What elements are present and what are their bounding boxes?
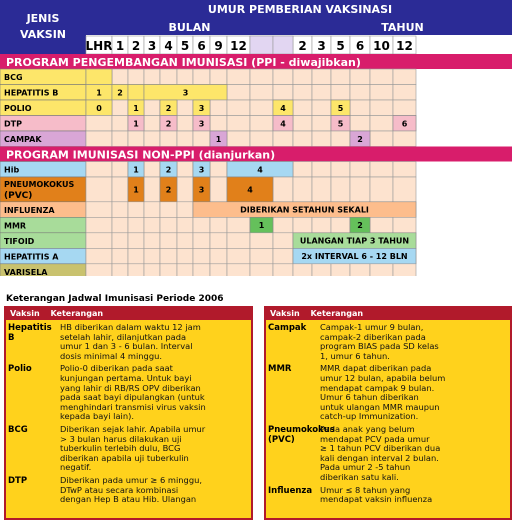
schedule-cell-label: 5 <box>337 103 344 113</box>
schedule-cell-label: ULANGAN TIAP 3 TAHUN <box>299 236 410 246</box>
empty-cell <box>128 202 144 218</box>
empty-cell <box>144 217 160 233</box>
age-label: 6 <box>197 39 206 53</box>
vaccine-name: DTP <box>4 119 22 129</box>
schedule-cell-label: 2 <box>165 185 172 195</box>
legend-vaccine-text: MMR dapat diberikan pada umur 12 bulan, apabila belum mendapat campak 9 bulan. Umur 6 tahun diberikan untuk ulangan MMR maupun catch-up Immunization. <box>320 363 446 422</box>
empty-cell <box>193 233 210 249</box>
empty-cell <box>393 85 416 101</box>
vaccine-name-sub: (PVC) <box>4 191 33 201</box>
empty-cell <box>393 177 416 202</box>
empty-cell <box>160 248 177 263</box>
empty-cell <box>273 248 293 263</box>
legend-vaccine-name: BCG <box>8 424 28 435</box>
empty-cell <box>210 100 227 116</box>
empty-cell <box>144 116 160 132</box>
empty-cell <box>86 177 112 202</box>
schedule-cell-label: 3 <box>198 185 205 195</box>
empty-cell <box>227 100 250 116</box>
empty-cell <box>393 131 416 147</box>
age-label: 5 <box>180 39 190 53</box>
empty-cell <box>86 116 112 132</box>
empty-cell <box>144 131 160 147</box>
age-label: 5 <box>336 39 345 53</box>
empty-cell <box>350 69 370 85</box>
empty-cell <box>193 217 210 233</box>
schedule-cell-label: 4 <box>280 103 286 113</box>
schedule-cell-label: 0 <box>96 103 102 113</box>
empty-cell <box>250 131 273 147</box>
schedule-cell-label: 2 <box>165 165 172 175</box>
empty-cell <box>331 131 350 147</box>
empty-cell <box>160 264 177 276</box>
vaccine-name: TIFOID <box>4 236 35 246</box>
empty-cell <box>86 162 112 178</box>
empty-cell <box>350 177 370 202</box>
empty-cell <box>370 69 393 85</box>
empty-cell <box>112 69 128 85</box>
age-label: 2 <box>131 39 141 53</box>
jenis-label: JENIS <box>26 12 60 25</box>
schedule-cell-label: 3 <box>198 165 205 175</box>
empty-cell <box>177 100 193 116</box>
empty-cell <box>312 69 331 85</box>
empty-cell <box>293 85 312 101</box>
vaccine-name: Hib <box>4 165 20 175</box>
empty-cell <box>293 69 312 85</box>
legend-entry <box>266 486 510 505</box>
empty-cell <box>112 100 128 116</box>
empty-cell <box>177 162 193 178</box>
schedule-cell-label: 1 <box>215 134 222 144</box>
age-label: 1 <box>115 39 125 53</box>
schedule-cell-label: 1 <box>133 103 139 113</box>
legend-vaccine-text: HB diberikan dalam waktu 12 jam setelah lahir, dilanjutkan pada umur 1 dan 3 - 6 bulan. Interval dosis minimal 4 minggu. <box>60 322 201 361</box>
schedule-cell-label: 5 <box>337 119 344 129</box>
empty-cell <box>331 217 350 233</box>
empty-cell <box>210 217 227 233</box>
legend-vaccine-name: Hepatitis B <box>8 323 52 343</box>
legend-vaccine-name: Influenza <box>268 485 313 496</box>
empty-cell <box>177 69 193 85</box>
empty-cell <box>370 85 393 101</box>
empty-cell <box>160 131 177 147</box>
empty-cell <box>293 116 312 132</box>
empty-cell <box>177 217 193 233</box>
empty-cell <box>250 264 273 276</box>
empty-cell <box>350 85 370 101</box>
empty-cell <box>177 264 193 276</box>
empty-cell <box>112 177 128 202</box>
legend-vaccine-text: Polio-0 diberikan pada saat kunjungan pertama. Untuk bayi yang lahir di RB/RS OPV diberikan pada saat bayi dipulangkan (untuk menghindari transmisi virus vaksin kepada bayi lain). <box>60 363 206 422</box>
empty-cell <box>312 177 331 202</box>
vaccine-name: HEPATITIS A <box>4 252 59 262</box>
empty-cell <box>350 264 370 276</box>
empty-cell <box>393 69 416 85</box>
empty-cell <box>160 233 177 249</box>
empty-cell <box>210 162 227 178</box>
schedule-cell <box>86 69 112 85</box>
empty-cell <box>210 177 227 202</box>
empty-cell <box>331 162 350 178</box>
empty-cell <box>160 202 177 218</box>
header-title: UMUR PEMBERIAN VAKSINASI <box>207 3 393 16</box>
legend-box-header <box>266 308 510 320</box>
empty-cell <box>112 248 128 263</box>
empty-cell <box>370 177 393 202</box>
empty-cell <box>350 100 370 116</box>
empty-cell <box>273 177 293 202</box>
empty-cell <box>370 264 393 276</box>
empty-cell <box>393 217 416 233</box>
empty-cell <box>370 100 393 116</box>
empty-cell <box>370 131 393 147</box>
empty-cell <box>128 131 144 147</box>
legend-col-vaksin: Vaksin <box>270 309 300 318</box>
age-cell-shaded <box>250 36 273 54</box>
schedule-cell <box>128 85 144 101</box>
empty-cell <box>370 116 393 132</box>
empty-cell <box>86 217 112 233</box>
legend-col-keterangan: Keterangan <box>50 309 104 318</box>
legend-left-entries <box>6 323 251 505</box>
empty-cell <box>312 162 331 178</box>
schedule-cell-label: 2 <box>357 134 363 144</box>
empty-cell <box>210 264 227 276</box>
schedule-cell-label: 4 <box>247 185 253 195</box>
legend-vaccine-name: Pneumokokus (PVC) <box>268 424 335 445</box>
empty-cell <box>227 217 250 233</box>
empty-cell <box>273 131 293 147</box>
empty-cell <box>210 248 227 263</box>
schedule-cell-label: 3 <box>182 88 189 98</box>
legend-vaccine-text: Campak-1 umur 9 bulan, campak-2 diberikan pada program BIAS pada SD kelas 1, umur 6 tahun. <box>320 322 439 361</box>
empty-cell <box>144 69 160 85</box>
empty-cell <box>350 116 370 132</box>
empty-cell <box>227 264 250 276</box>
empty-cell <box>273 233 293 249</box>
legend-vaccine-name: Campak <box>268 323 307 333</box>
empty-cell <box>86 202 112 218</box>
legend-col-keterangan: Keterangan <box>310 309 364 318</box>
schedule-cell-label: 4 <box>257 165 263 175</box>
schedule-cell-label: 1 <box>133 185 139 195</box>
empty-cell <box>250 248 273 263</box>
empty-cell <box>250 116 273 132</box>
schedule-cell-label: 4 <box>280 119 286 129</box>
legend-vaccine-name: Polio <box>8 364 32 375</box>
empty-cell <box>128 264 144 276</box>
empty-cell <box>86 264 112 276</box>
schedule-cell-label: 1 <box>96 88 102 98</box>
empty-cell <box>312 116 331 132</box>
schedule-cell-label: 1 <box>133 119 139 129</box>
empty-cell <box>112 162 128 178</box>
age-label: 12 <box>396 39 413 53</box>
empty-cell <box>160 217 177 233</box>
empty-cell <box>86 233 112 249</box>
empty-cell <box>331 85 350 101</box>
section-title: PROGRAM IMUNISASI NON-PPI (dianjurkan) <box>6 148 276 162</box>
empty-cell <box>293 177 312 202</box>
legend-vaccine-text: Diberikan pada umur ≥ 6 minggu, DTwP atau secara kombinasi dengan Hep B atau Hib. Ulangan <box>60 474 202 505</box>
age-label: 4 <box>164 39 173 53</box>
empty-cell <box>370 217 393 233</box>
schedule-cell-label: 2 <box>165 103 172 113</box>
empty-cell <box>393 162 416 178</box>
empty-cell <box>331 264 350 276</box>
section-title: PROGRAM PENGEMBANGAN IMUNISASI (PPI - diwajibkan) <box>6 56 361 69</box>
empty-cell <box>210 116 227 132</box>
empty-cell <box>331 177 350 202</box>
empty-cell <box>293 131 312 147</box>
empty-cell <box>86 248 112 263</box>
empty-cell <box>193 264 210 276</box>
empty-cell <box>177 233 193 249</box>
empty-cell <box>144 248 160 263</box>
empty-cell <box>331 69 350 85</box>
vaccine-name: INFLUENZA <box>4 205 55 215</box>
schedule-cell-label: 2 <box>117 88 123 98</box>
legend-vaccine-text: Diberikan sejak lahir. Apabila umur > 3 bulan harus dilakukan uji tuberkulin terlebih dulu, BCG diberikan apabila uji tuberkulin negatif. <box>60 423 206 473</box>
empty-cell <box>144 202 160 218</box>
empty-cell <box>273 85 293 101</box>
age-label: 12 <box>230 39 247 53</box>
schedule-cell-label: 3 <box>198 103 205 113</box>
vaccine-name: MMR <box>4 221 27 231</box>
vaccine-name: HEPATITIS B <box>4 88 59 98</box>
legend-entry <box>266 425 510 483</box>
empty-cell <box>112 131 128 147</box>
vaksin-label: VAKSIN <box>19 28 67 41</box>
empty-cell <box>144 100 160 116</box>
empty-cell <box>210 233 227 249</box>
empty-cell <box>250 69 273 85</box>
empty-cell <box>177 131 193 147</box>
empty-cell <box>293 162 312 178</box>
empty-cell <box>227 116 250 132</box>
empty-cell <box>128 233 144 249</box>
empty-cell <box>193 69 210 85</box>
empty-cell <box>112 264 128 276</box>
legend-box-left <box>4 306 253 520</box>
empty-cell <box>193 131 210 147</box>
tahun-label: TAHUN <box>381 21 424 34</box>
legend-right-entries <box>266 323 510 505</box>
empty-cell <box>112 217 128 233</box>
empty-cell <box>227 69 250 85</box>
legend-vaccine-name: MMR <box>268 364 292 375</box>
schedule-cell-label: 3 <box>198 119 205 129</box>
empty-cell <box>128 69 144 85</box>
schedule-cell-label: 1 <box>258 221 265 231</box>
empty-cell <box>128 217 144 233</box>
vaccine-name: CAMPAK <box>4 135 42 144</box>
legend-entry <box>6 323 251 361</box>
empty-cell <box>273 69 293 85</box>
age-label: 2 <box>298 39 307 53</box>
legend-col-vaksin: Vaksin <box>10 309 40 318</box>
empty-cell <box>312 217 331 233</box>
empty-cell <box>273 217 293 233</box>
empty-cell <box>112 116 128 132</box>
schedule-cell-label: 2 <box>165 119 172 129</box>
empty-cell <box>312 100 331 116</box>
empty-cell <box>250 233 273 249</box>
legend-entry <box>6 364 251 422</box>
empty-cell <box>227 131 250 147</box>
empty-cell <box>350 162 370 178</box>
vaccine-name: VARISELA <box>4 267 48 276</box>
empty-cell <box>393 100 416 116</box>
bulan-label: BULAN <box>168 21 211 34</box>
empty-cell <box>250 100 273 116</box>
empty-cell <box>160 69 177 85</box>
empty-cell <box>393 264 416 276</box>
empty-cell <box>128 248 144 263</box>
empty-cell <box>177 116 193 132</box>
age-label: LHR <box>85 39 113 53</box>
age-cell-shaded <box>273 36 293 54</box>
empty-cell <box>144 177 160 202</box>
schedule-cell-label: 6 <box>401 119 408 129</box>
empty-cell <box>312 85 331 101</box>
legend-vaccine-name: DTP <box>8 475 28 486</box>
empty-cell <box>86 131 112 147</box>
legend-entry <box>6 425 251 473</box>
age-label: 3 <box>147 39 157 53</box>
legend-entry <box>6 476 251 505</box>
legend-box-right <box>264 306 512 520</box>
legend-title: Keterangan Jadwal Imunisasi Periode 2006 <box>6 294 224 304</box>
age-label: 10 <box>373 39 390 53</box>
empty-cell <box>193 248 210 263</box>
empty-cell <box>177 248 193 263</box>
empty-cell <box>112 233 128 249</box>
vaccine-name: POLIO <box>4 104 32 113</box>
schedule-cell-label: 1 <box>133 165 139 175</box>
age-label: 9 <box>214 39 223 53</box>
empty-cell <box>210 69 227 85</box>
empty-cell <box>293 264 312 276</box>
empty-cell <box>250 85 273 101</box>
empty-cell <box>144 264 160 276</box>
legend-vaccine-text: Pada anak yang belum mendapat PCV pada umur ≥ 1 tahun PCV diberikan dua kali dengan interval 2 bulan. Pada umur 2 -5 tahun diberikan satu kali. <box>320 423 441 482</box>
empty-cell <box>144 233 160 249</box>
empty-cell <box>312 131 331 147</box>
legend-entry <box>266 323 510 361</box>
empty-cell <box>227 233 250 249</box>
empty-cell <box>177 202 193 218</box>
age-label: 6 <box>355 39 365 53</box>
empty-cell <box>293 217 312 233</box>
empty-cell <box>273 264 293 276</box>
empty-cell <box>312 264 331 276</box>
empty-cell <box>293 100 312 116</box>
age-label: 3 <box>317 39 326 53</box>
empty-cell <box>112 202 128 218</box>
legend-box-header <box>6 308 251 320</box>
empty-cell <box>370 162 393 178</box>
empty-cell <box>227 248 250 263</box>
vaccine-name: BCG <box>4 73 23 82</box>
schedule-cell-label: DIBERIKAN SETAHUN SEKALI <box>240 205 369 215</box>
empty-cell <box>177 177 193 202</box>
jenis-vaksin-header <box>0 0 86 54</box>
schedule-cell-label: 2 <box>357 221 363 231</box>
schedule-cell-label: 2x INTERVAL 6 - 12 BLN <box>301 252 408 262</box>
empty-cell <box>144 162 160 178</box>
empty-cell <box>227 85 250 101</box>
legend-entry <box>266 364 510 422</box>
legend-vaccine-text: Umur ≤ 8 tahun yang mendapat vaksin influenza <box>320 484 433 505</box>
vaccine-name: PNEUMOKOKUS <box>4 180 75 189</box>
